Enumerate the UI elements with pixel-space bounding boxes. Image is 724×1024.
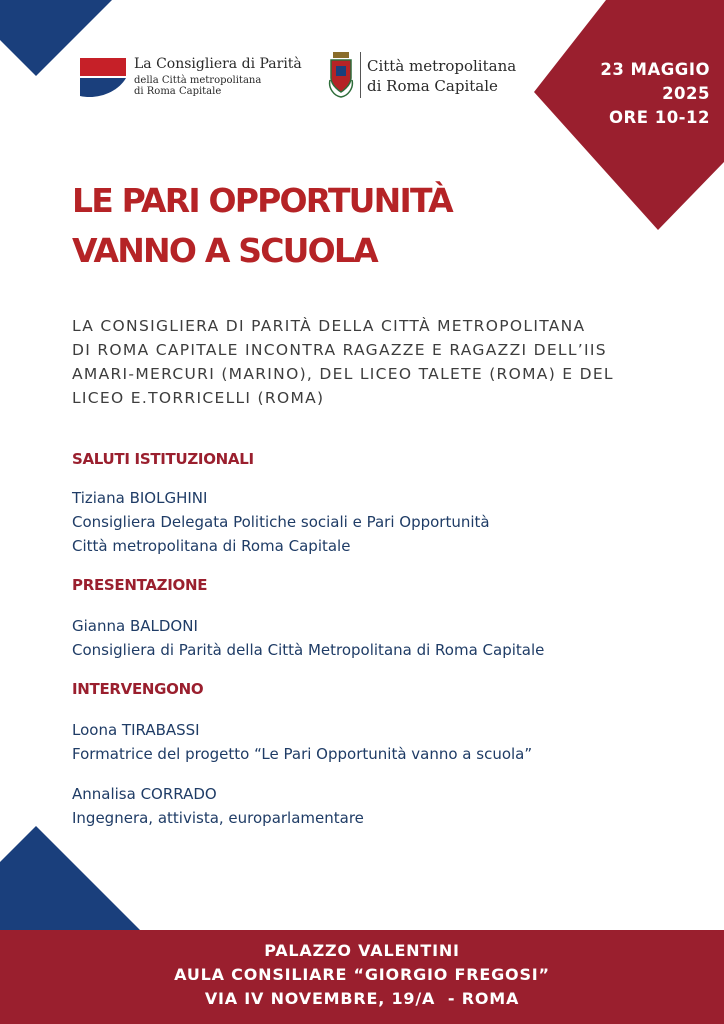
speaker-baldoni: [72, 614, 544, 662]
coat-of-arms-icon: [328, 52, 354, 98]
speaker-role: Consigliera Delegata Politiche sociali e Pari Opportunità: [72, 513, 490, 531]
intro-paragraph: [72, 314, 692, 410]
flag-logo-icon: [78, 56, 128, 100]
citta-logo-line1: Città metropolitana: [367, 57, 517, 75]
event-date: 23 MAGGIO: [600, 60, 710, 79]
consigliera-logo: [78, 56, 302, 100]
title-line2: VANNO A SCUOLA: [72, 231, 377, 270]
venue-line2: AULA CONSILIARE “GIORGIO FREGOSI”: [174, 965, 550, 984]
venue-line1: PALAZZO VALENTINI: [264, 941, 460, 960]
section-heading-intervengono: INTERVENGONO: [72, 680, 204, 698]
speaker-role: Ingegnera, attivista, europarlamentare: [72, 809, 364, 827]
venue-footer: [0, 930, 724, 1024]
event-year: 2025: [662, 84, 710, 103]
speaker-name: Loona TIRABASSI: [72, 721, 200, 739]
venue-line3: VIA IV NOVEMBRE, 19/A - ROMA: [204, 989, 520, 1008]
intro-line4: LICEO E.TORRICELLI (ROMA): [72, 389, 325, 407]
speaker-role: Formatrice del progetto “Le Pari Opportunità vanno a scuola”: [72, 745, 533, 763]
section-heading-saluti: SALUTI ISTITUZIONALI: [72, 450, 254, 468]
event-date-block: [550, 58, 710, 130]
speaker-role: Consigliera di Parità della Città Metropolitana di Roma Capitale: [72, 641, 545, 659]
speaker-role: Città metropolitana di Roma Capitale: [72, 537, 351, 555]
title-line1: LE PARI OPPORTUNITÀ: [72, 181, 452, 220]
speaker-tirabassi: [72, 718, 532, 766]
speaker-name: Tiziana BIOLGHINI: [72, 489, 208, 507]
intro-line3: AMARI-MERCURI (MARINO), DEL LICEO TALETE (ROMA) E DEL: [72, 365, 614, 383]
speaker-corrado: [72, 782, 364, 830]
event-time: ORE 10-12: [608, 108, 710, 127]
corner-triangle-bottom-left: [0, 826, 140, 932]
intro-line2: DI ROMA CAPITALE INCONTRA RAGAZZE E RAGAZZI DELL’IIS: [72, 341, 607, 359]
citta-logo-line2: di Roma Capitale: [367, 77, 498, 95]
intro-line1: LA CONSIGLIERA DI PARITÀ DELLA CITTÀ METROPOLITANA: [72, 317, 586, 335]
page-title: [72, 176, 452, 276]
logo-divider: [360, 52, 361, 98]
speaker-biolghini: [72, 486, 490, 558]
consigliera-logo-line2: della Città metropolitana: [134, 75, 262, 86]
citta-metropolitana-logo: [328, 52, 516, 98]
speaker-name: Annalisa CORRADO: [72, 785, 217, 803]
speaker-name: Gianna BALDONI: [72, 617, 198, 635]
section-heading-presentazione: PRESENTAZIONE: [72, 576, 208, 594]
consigliera-logo-line1: La Consigliera di Parità: [134, 56, 302, 72]
consigliera-logo-line3: di Roma Capitale: [134, 86, 222, 97]
